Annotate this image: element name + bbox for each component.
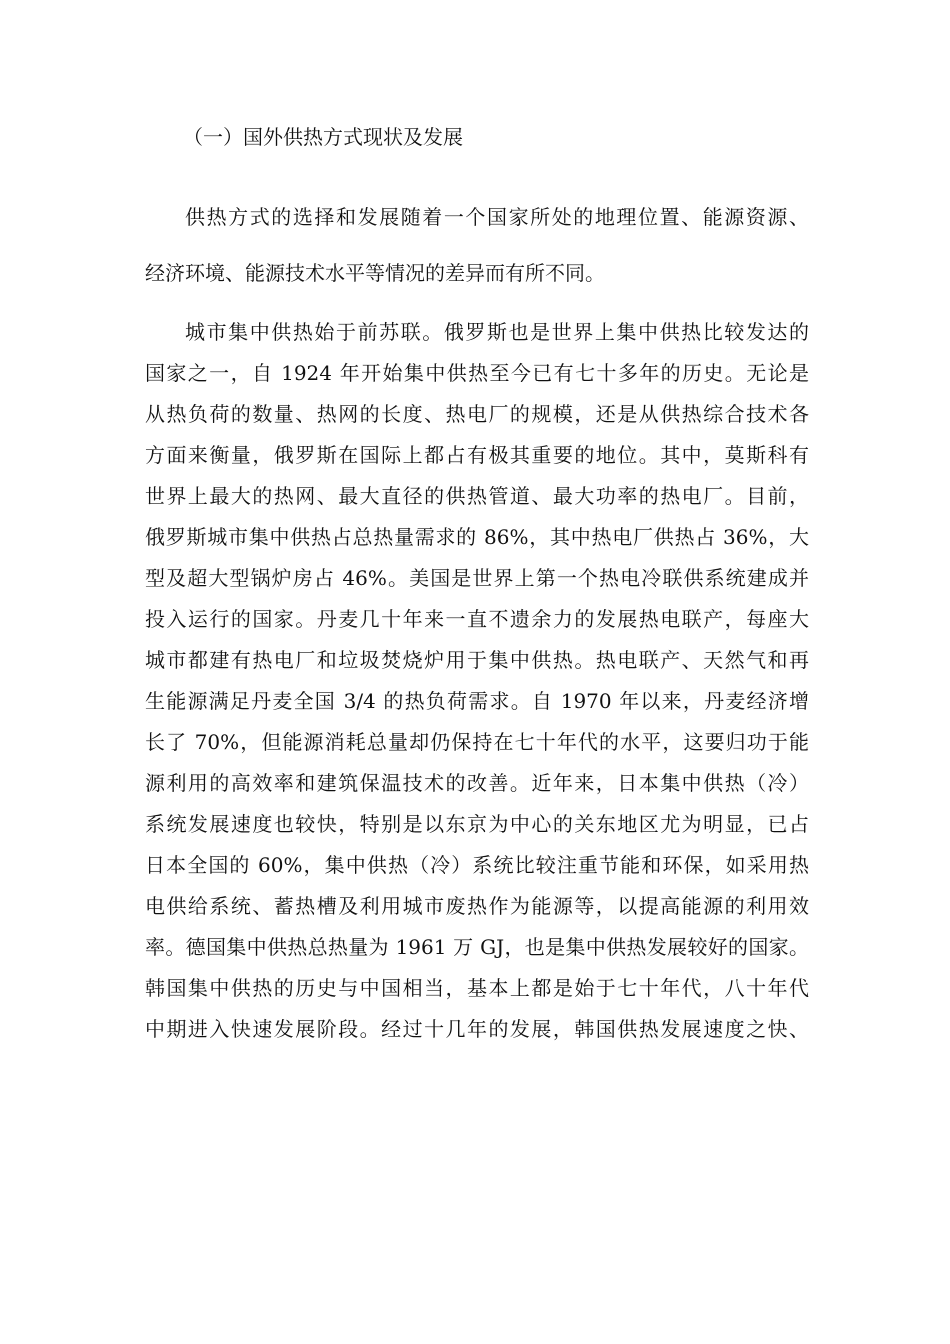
paragraph-line: 城市都建有热电厂和垃圾焚烧炉用于集中供热。热电联产、天然气和再	[145, 648, 809, 672]
paragraph-line: 世界上最大的热网、最大直径的供热管道、最大功率的热电厂。目前，	[145, 484, 809, 508]
paragraph-line: 国家之一，自 1924 年开始集中供热至今已有七十多年的历史。无论是	[145, 361, 809, 385]
paragraph-line: 投入运行的国家。丹麦几十年来一直不遗余力的发展热电联产，每座大	[145, 607, 809, 631]
paragraph-line: 长了 70%，但能源消耗总量却仍保持在七十年代的水平，这要归功于能	[145, 730, 809, 754]
paragraph-line: 中期进入快速发展阶段。经过十几年的发展，韩国供热发展速度之快、	[145, 1017, 809, 1041]
paragraph-line: 城市集中供热始于前苏联。俄罗斯也是世界上集中供热比较发达的	[185, 320, 809, 344]
paragraph-line: 供热方式的选择和发展随着一个国家所处的地理位置、能源资源、	[185, 205, 809, 229]
paragraph-line: 电供给系统、蓄热槽及利用城市废热作为能源等，以提高能源的利用效	[145, 894, 809, 918]
paragraph-intro	[145, 189, 809, 301]
paragraph-international-status	[145, 312, 809, 1050]
paragraph-line: 生能源满足丹麦全国 3/4 的热负荷需求。自 1970 年以来，丹麦经济增	[145, 689, 809, 713]
paragraph-line: 源利用的高效率和建筑保温技术的改善。近年来，日本集中供热（冷）	[145, 771, 809, 795]
paragraph-line: 俄罗斯城市集中供热占总热量需求的 86%，其中热电厂供热占 36%，大	[145, 525, 809, 549]
paragraph-line: 型及超大型锅炉房占 46%。美国是世界上第一个热电冷联供系统建成并	[145, 566, 809, 590]
paragraph-line: 率。德国集中供热总热量为 1961 万 GJ，也是集中供热发展较好的国家。	[145, 935, 809, 959]
paragraph-line: 经济环境、能源技术水平等情况的差异而有所不同。	[145, 261, 605, 285]
section-heading: （一）国外供热方式现状及发展	[183, 125, 463, 149]
paragraph-line: 方面来衡量，俄罗斯在国际上都占有极其重要的地位。其中，莫斯科有	[145, 443, 809, 467]
paragraph-line: 日本全国的 60%，集中供热（冷）系统比较注重节能和环保，如采用热	[145, 853, 809, 877]
paragraph-line: 系统发展速度也较快，特别是以东京为中心的关东地区尤为明显，已占	[145, 812, 809, 836]
paragraph-line: 从热负荷的数量、热网的长度、热电厂的规模，还是从供热综合技术各	[145, 402, 809, 426]
paragraph-line: 韩国集中供热的历史与中国相当，基本上都是始于七十年代，八十年代	[145, 976, 809, 1000]
